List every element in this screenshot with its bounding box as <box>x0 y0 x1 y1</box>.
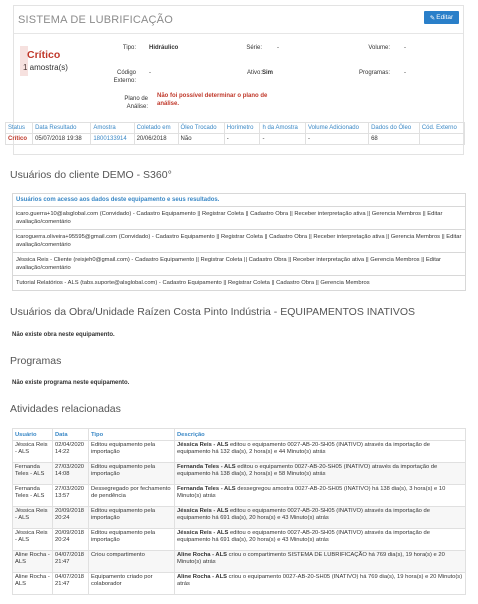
cell-data: 04/07/2018 21:47 <box>53 551 89 573</box>
cell-descricao: Jéssica Reis - ALS editou o equipamento 0027-AB-20-SH05 (INATIVO) através da importação de equipamento há 691 dia(s), 20 hora(s) e 43 Minuto(s) atrás <box>175 507 466 529</box>
cell-coletado: 20/06/2018 <box>134 134 178 145</box>
edit-icon: ✎ <box>429 14 436 22</box>
users-section-title: Usuários do cliente DEMO - S360° <box>10 169 172 181</box>
serie-label: Série: <box>246 45 262 51</box>
col-descricao: Descrição <box>175 429 466 441</box>
tipo-label: Tipo: <box>122 45 136 51</box>
cell-descricao: Jéssica Reis - ALS editou o equipamento 0027-AB-20-SH05 (INATIVO) através da importação de equipamento há 691 dia(s), 20 hora(s) e 43 Minuto(s) atrás <box>175 529 466 551</box>
volume-value: - <box>404 45 406 51</box>
obra-section-title: Usuários da Obra/Unidade Raízen Costa Pinto Indústria - EQUIPAMENTOS INATIVOS <box>10 306 415 318</box>
panel-divider <box>14 33 463 34</box>
cell-usuario: Jéssica Reis - ALS <box>13 529 53 551</box>
cell-h-amostra: - <box>260 134 305 145</box>
edit-button-label: Editar <box>436 14 454 21</box>
serie-value: - <box>277 45 279 51</box>
users-box <box>12 193 466 291</box>
col-cod-externo: Cód. Externo <box>419 123 464 134</box>
table-row <box>13 441 466 463</box>
cell-usuario: Aline Rocha - ALS <box>13 573 53 595</box>
activities-table <box>12 428 466 595</box>
plano-label: Plano de Análise: <box>124 96 148 110</box>
cell-dados-oleo: 68 <box>369 134 420 145</box>
activities-section-title: Atividades relacionadas <box>10 403 121 415</box>
table-row <box>13 573 466 595</box>
table-row <box>13 551 466 573</box>
col-volume-adicionado: Volume Adicionado <box>305 123 368 134</box>
cell-descricao: Aline Rocha - ALS criou o equipamento 0027-AB-20-SH05 (INATIVO) há 769 dia(s), 19 hora(s) e 20 Minuto(s) atrás <box>175 573 466 595</box>
cell-data: 27/03/2020 13:57 <box>53 485 89 507</box>
codigo-label: Código Externo: <box>113 70 136 84</box>
status-title: Crítico <box>27 49 61 61</box>
equipment-table <box>5 122 465 145</box>
panel-title: SISTEMA DE LUBRIFICAÇÃO <box>18 14 173 26</box>
table-row <box>13 529 466 551</box>
col-amostra: Amostra <box>91 123 134 134</box>
cell-data: 27/03/2020 14:08 <box>53 463 89 485</box>
cell-usuario: Aline Rocha - ALS <box>13 551 53 573</box>
cell-usuario: Fernanda Teles - ALS <box>13 463 53 485</box>
cell-tipo: Dessegregado por fechamento de pendência <box>89 485 175 507</box>
cell-data-resultado: 05/07/2018 19:38 <box>33 134 91 145</box>
col-coletado: Coletado em <box>134 123 178 134</box>
ativo-value: Sim <box>262 70 274 76</box>
col-tipo: Tipo <box>89 429 175 441</box>
col-h-amostra: h da Amostra <box>260 123 305 134</box>
equipment-table-header <box>6 123 465 134</box>
cell-tipo: Editou equipamento pela importação <box>89 463 175 485</box>
cell-status: Crítico <box>6 134 33 145</box>
programas-value: - <box>404 70 406 76</box>
cell-horimetro: - <box>224 134 260 145</box>
cell-oleo-trocado: Não <box>178 134 224 145</box>
list-item: icaro.guerra+10@alsglobal.com (Convidado) - Cadastro Equipamento || Registrar Coleta || Cadastro Obra || Receber interpretação ativa || Gerencia Membros || Editar avaliação/comentário <box>13 207 465 230</box>
status-box <box>19 42 73 88</box>
users-box-header: Usuários com acesso aos dados deste equipamento e seus resultados. <box>13 194 465 207</box>
cell-usuario: Jéssica Reis - ALS <box>13 441 53 463</box>
cell-amostra-link[interactable]: 1800133914 <box>91 134 134 145</box>
tipo-value: Hidráulico <box>149 45 179 51</box>
cell-tipo: Equipamento criado por colaborador <box>89 573 175 595</box>
cell-descricao: Fernanda Teles - ALS editou o equipamento 0027-AB-20-SH05 (INATIVO) através da importação de equipamento há 138 dia(s), 2 hora(s) e 58 Minuto(s) atrás <box>175 463 466 485</box>
cell-data: 04/07/2018 21:47 <box>53 573 89 595</box>
col-data: Data <box>53 429 89 441</box>
table-row <box>13 507 466 529</box>
ativo-label: Ativo: <box>246 70 262 76</box>
cell-tipo: Editou equipamento pela importação <box>89 507 175 529</box>
plano-value: Não foi possível determinar o plano de análise. <box>157 93 268 107</box>
programas-section-title: Programas <box>10 355 62 367</box>
col-usuario: Usuário <box>13 429 53 441</box>
col-horimetro: Horímetro <box>224 123 260 134</box>
cell-usuario: Fernanda Teles - ALS <box>13 485 53 507</box>
cell-volume-adicionado: - <box>305 134 368 145</box>
cell-tipo: Editou equipamento pela importação <box>89 441 175 463</box>
cell-data: 02/04/2020 14:22 <box>53 441 89 463</box>
col-oleo-trocado: Óleo Trocado <box>178 123 224 134</box>
volume-label: Volume: <box>368 45 390 51</box>
list-item: Tutorial Relatórios - ALS (tabs.suporte@alsglobal.com) - Cadastro Equipamento || Registrar Coleta || Cadastro Obra || Gerencia Membros <box>16 280 370 286</box>
edit-button[interactable] <box>424 11 459 24</box>
list-item: icaroguerra.oliveira+95595@gmail.com (Convidado) - Cadastro Equipamento || Registrar Coleta || Cadastro Obra || Receber interpretação ativa || Gerencia Membros || Editar avaliação/comentário <box>13 230 465 253</box>
programas-note: Não existe programa neste equipamento. <box>12 380 130 386</box>
programas-label: Programas: <box>358 70 390 76</box>
cell-cod-externo <box>419 134 464 145</box>
col-data-resultado: Data Resultado <box>33 123 91 134</box>
cell-data: 20/09/2018 20:24 <box>53 507 89 529</box>
cell-descricao: Jéssica Reis - ALS editou o equipamento 0027-AB-20-SH05 (INATIVO) através da importação de equipamento há 132 dia(s), 2 hora(s) e 44 Minuto(s) atrás <box>175 441 466 463</box>
table-row <box>13 485 466 507</box>
cell-tipo: Criou compartimento <box>89 551 175 573</box>
status-bar <box>20 46 28 76</box>
cell-data: 20/09/2018 20:24 <box>53 529 89 551</box>
list-item: Jéssica Reis - Cliente (reisjeh0@gmail.com) - Cadastro Equipamento || Registrar Coleta || Cadastro Obra || Receber interpretação ativa || Gerencia Membros || Editar avaliação/comentário <box>13 253 465 276</box>
activities-table-header <box>13 429 466 441</box>
status-samples: 1 amostra(s) <box>23 63 68 72</box>
codigo-value: - <box>149 70 151 76</box>
cell-descricao: Aline Rocha - ALS criou o compartimento SISTEMA DE LUBRIFICAÇÃO há 769 dia(s), 19 hora(s) e 20 Minuto(s) atrás <box>175 551 466 573</box>
table-row[interactable] <box>6 134 465 145</box>
col-status: Status <box>6 123 33 134</box>
cell-tipo: Editou equipamento pela importação <box>89 529 175 551</box>
obra-note: Não existe obra neste equipamento. <box>12 332 115 338</box>
cell-descricao: Fernanda Teles - ALS dessegregou amostra 0027-AB-20-SH05 (INATIVO) há 138 dia(s), 3 hora(s) e 10 Minuto(s) atrás <box>175 485 466 507</box>
col-dados-oleo: Dados do Óleo <box>369 123 420 134</box>
table-row <box>13 463 466 485</box>
cell-usuario: Jéssica Reis - ALS <box>13 507 53 529</box>
